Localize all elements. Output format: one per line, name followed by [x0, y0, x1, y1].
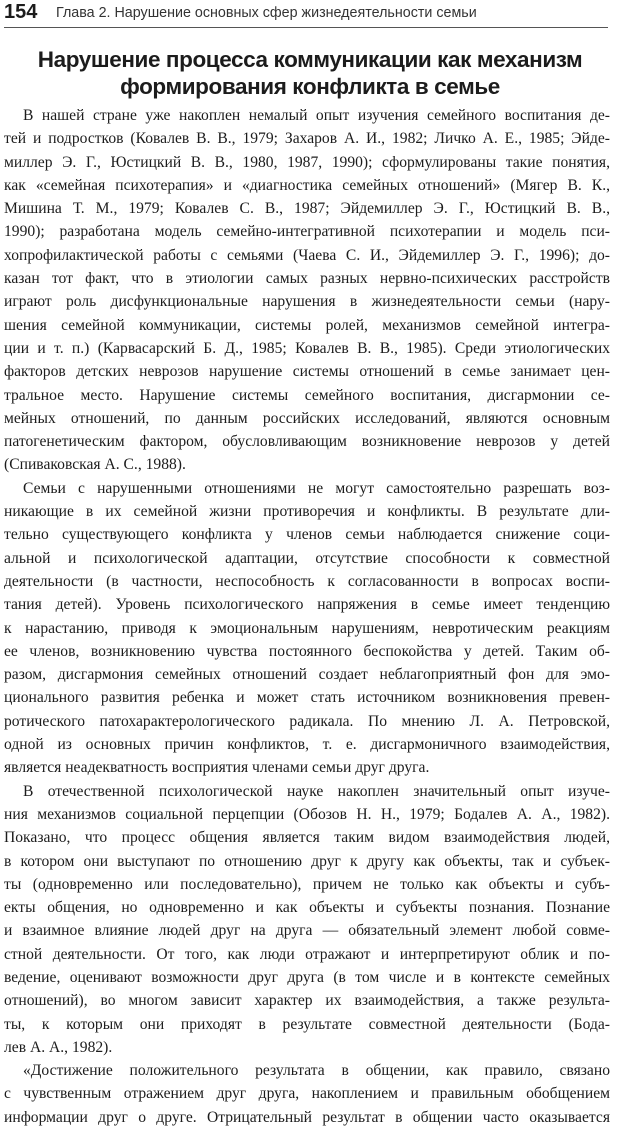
running-header	[4, 0, 608, 28]
body-text	[4, 104, 610, 1129]
text-line: в котором они выступают по отношению друг к другу как объекты, так и субъек-	[4, 852, 610, 870]
text-line: тания детей). Уровень психологического напряжения в семье имеет тенденцию	[4, 596, 610, 614]
text-line: факторов детских неврозов нарушение системы отношений в семье занимает цен-	[4, 363, 610, 381]
chapter-title: Глава 2. Нарушение основных сфер жизнедеятельности семьи	[56, 5, 477, 21]
text-line: В нашей стране уже накоплен немалый опыт изучения семейного воспитания де-	[23, 107, 610, 124]
text-line: альной и психологической адаптации, отсутствие способности к совместной	[4, 549, 610, 567]
text-line: мейных отношений, по данным российских исследований, являются основным	[4, 409, 610, 427]
text-line: ведение, оценивают возможности друг друга (в том числе и в контексте семейных	[4, 968, 610, 986]
text-line: лев А. А., 1982).	[4, 1038, 113, 1056]
text-line: тей и подростков (Ковалев В. В., 1979; Захаров А. И., 1982; Личко А. Е., 1985; Эйде-	[4, 130, 610, 148]
text-line: хопрофилактической работы с семьями (Чаева С. И., Эйдемиллер Э. Г., 1996); до-	[4, 246, 610, 264]
paragraph	[4, 104, 610, 477]
text-line: патогенетическим фактором, обусловливающим возникновение неврозов у детей	[4, 433, 610, 451]
text-line: информации друг о друге. Отрицательный результат в общении часто оказывается	[4, 1108, 610, 1126]
text-line: ее членов, возникновению чувства постоянного беспокойства у детей. Таким об-	[4, 642, 610, 660]
text-line: деятельности (в частности, неспособность к согласованности в вопросах воспи-	[4, 572, 610, 590]
text-line: ции и т. п.) (Карвасарский Б. Д., 1985; Ковалев В. В., 1985). Среди этиологических	[4, 339, 610, 357]
text-line: Показано, что процесс общения является таким видом взаимодействия людей,	[4, 829, 610, 847]
page-number: 154	[4, 1, 38, 23]
text-line: как «семейная психотерапия» и «диагностика семейных отношений» (Мягер В. К.,	[4, 176, 610, 194]
text-line: ты, к которым они приходят в результате совместной деятельности (Бода-	[4, 1015, 610, 1033]
text-line: миллер Э. Г., Юстицкий В. В., 1980, 1987, 1990); сформулированы такие понятия,	[4, 153, 610, 171]
text-line: отношений), во многом зависит характер их взаимодействия, а также результа-	[4, 992, 610, 1010]
paragraph	[4, 780, 610, 1060]
text-line: (Спиваковская А. С., 1988).	[4, 456, 186, 474]
paragraph	[4, 477, 610, 780]
text-line: ционального развития ребенка и может стать источником возникновения превен-	[4, 689, 610, 707]
text-line: шения семейной коммуникации, системы ролей, механизмов семейной интегра-	[4, 316, 610, 334]
text-line: играют роль дисфункциональные нарушения в жизнедеятельности семьи (нару-	[4, 293, 610, 311]
text-line: Мишина Т. М., 1979; Ковалев С. В., 1987; Эйдемиллер Э. Г., Юстицкий В. В.,	[4, 200, 610, 218]
text-line: ротического патохарактерологического радикала. По мнению Л. А. Петровской,	[4, 712, 610, 730]
text-line: одной из основных причин конфликтов, т. е. дисгармоничного взаимодействия,	[4, 736, 610, 754]
text-line: является неадекватность восприятия членами семьи друг друга.	[4, 759, 430, 777]
section-title-line: формирования конфликта в семье	[120, 74, 500, 99]
text-line: никающие в их семейной жизни противоречия и конфликты. В результате дли-	[4, 503, 610, 521]
text-line: тральное место. Нарушение системы семейного воспитания, дисгармонии се-	[4, 386, 610, 404]
text-line: стной деятельности. От того, как люди отражают и интерпретируют облик и по-	[4, 945, 610, 963]
section-title-line: Нарушение процесса коммуникации как механизм	[37, 47, 583, 72]
text-line: казан тот факт, что в этиологии самых разных нервно-психических расстройств	[4, 270, 610, 288]
text-line: 1990); разработана модель семейно-интегративной психотерапии и модель пси-	[4, 223, 610, 241]
text-line: ния механизмов социальной перцепции (Обозов Н. Н., 1979; Бодалев А. А., 1982).	[4, 805, 610, 823]
paragraph	[4, 1059, 610, 1129]
text-line: и взаимное влияние людей друг на друга — обязательный элемент любой совме-	[4, 922, 610, 940]
text-line: ты (одновременно или последовательно), причем не только как объекты и субъ-	[4, 875, 610, 893]
text-line: тельно существующего конфликта у членов семьи наблюдается снижение соци-	[4, 526, 610, 544]
text-line: разом, дисгармония семейных отношений создает неблагоприятный фон для эмо-	[4, 666, 610, 684]
text-line: к нарастанию, приводя к эмоциональным нарушениям, невротическим реакциям	[4, 619, 610, 637]
text-line: с чувственным отражением друг друга, накоплением и правильным обобщением	[4, 1085, 610, 1103]
section-title	[8, 46, 612, 100]
text-line: Семьи с нарушенными отношениями не могут самостоятельно разрешать воз-	[23, 479, 610, 497]
text-line: екты общения, но одновременно и как объекты и субъекты познания. Познание	[4, 899, 610, 917]
text-line: В отечественной психологической науке накоплен значительный опыт изуче-	[23, 782, 610, 800]
text-line: «Достижение положительного результата в общении, как правило, связано	[23, 1062, 610, 1080]
